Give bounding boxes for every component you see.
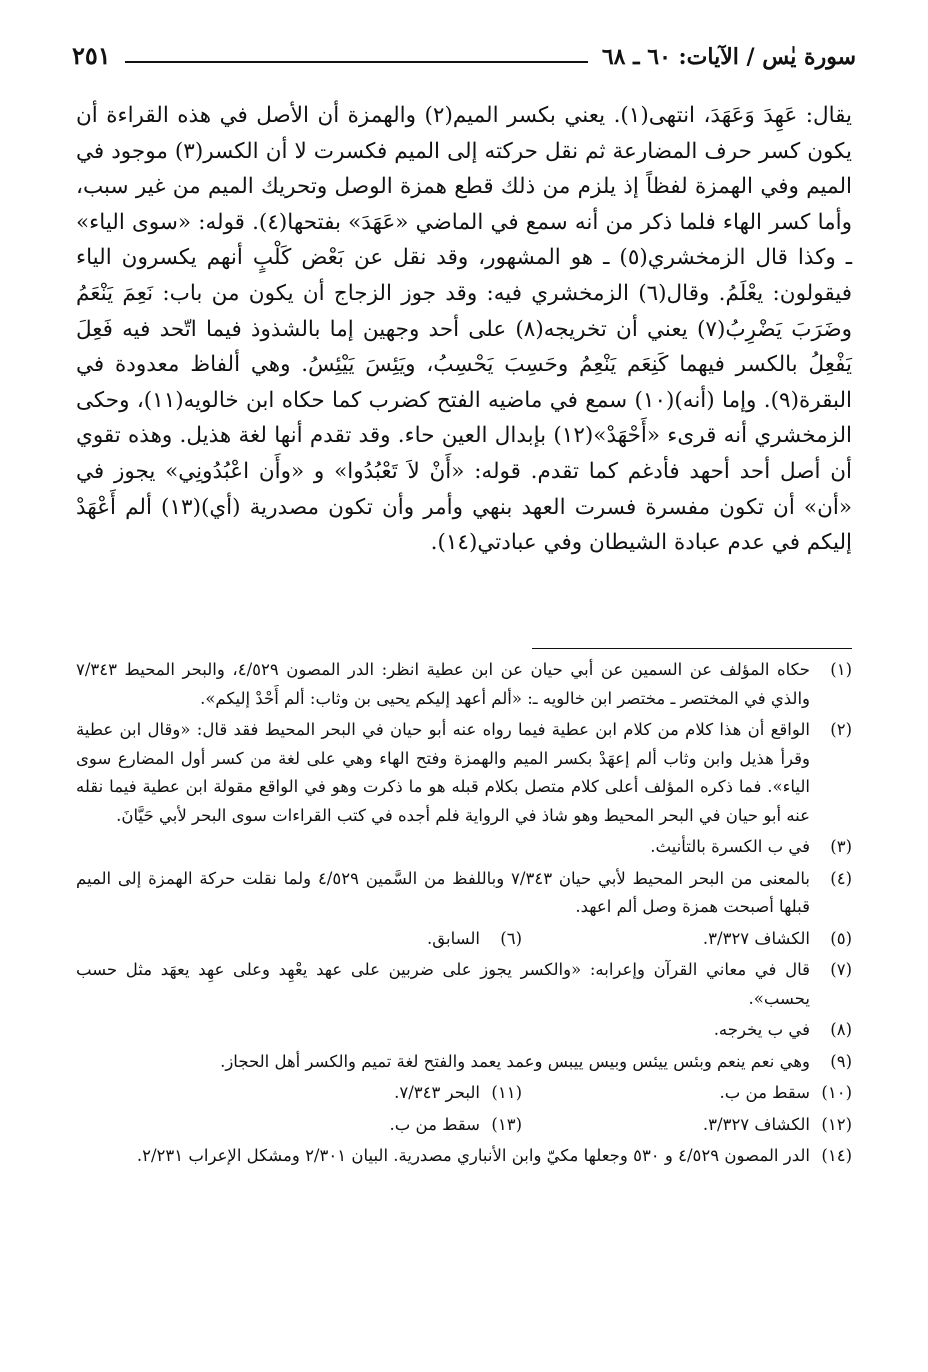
footnote (389, 1111, 522, 1140)
footnote-separator (532, 648, 852, 649)
footnote-text: بالمعنى من البحر المحيط لأبي حيان ٧/٣٤٣ وباللفظ من السَّمين ٤/٥٢٩ ولما نقلت حركة الهمزة إلى الميم قبلها أصبحت همزة وصل ألم اعهد. (76, 868, 810, 916)
footnote-number: (٢) (830, 720, 852, 739)
footnote-number: (١٤) (821, 1146, 852, 1165)
footnote-text: السابق. (427, 928, 480, 948)
footnote (76, 656, 852, 713)
footnote-number: (٧) (830, 960, 852, 979)
footnote-text: الكشاف ٣/٣٢٧. (702, 928, 810, 948)
footnote-text: سقط من ب. (719, 1083, 810, 1102)
footnote-number: (٣) (830, 837, 852, 856)
footnote-number: (٩) (830, 1051, 852, 1071)
footnote (522, 1111, 852, 1140)
footnote-number: (٤) (830, 868, 852, 888)
page-header (72, 30, 856, 70)
header-rule (125, 61, 588, 63)
main-paragraph: يقال: عَهِدَ وَعَهَدَ، انتهى(١). يعني بكسر الميم(٢) والهمزة أن الأصل في هذه القراءة أن يكون كسر حرف المضارعة ثم نقل حركته إلى الميم فكسرت لا أن الكسر(٣) موجود في الميم وفي الهمزة لفظاً إذ يلزم من ذلك قطع همزة الوصل وتحريك الميم من غير سبب، وأما كسر الهاء فلما ذكر من أنه سمع في الماضي «عَهَدَ» بفتحها(٤). قوله: «سوى الياء» ـ وكذا قال الزمخشري(٥) ـ هو المشهور، وقد نقل عن بَعْض كَلْبٍ أنهم يكسرون الياء فيقولون: يعْلَمُ. وقال(٦) الزمخشري فيه: وقد جوز الزجاج أن يكون من باب: نَعِمَ يَنْعَمُ وضَرَبَ يَضْرِبُ(٧) يعني أن تخريجه(٨) على أحد وجهين إما بالشذوذ فيما اتّحد فيه فَعِلَ يَفْعِلُ بالكسر فيهما كَنِعَم يَنْعِمُ وحَسِبَ يَحْسِبُ، ويَئِسَ يَيْئِسُ. وهي ألفاظ معدودة في البقرة(٩). وإما (أنه)(١٠) سمع في ماضيه الفتح كضرب كما حكاه ابن خالويه(١١)، وحكى الزمخشري أنه قرىء «أَحْهَدْ»(١٢) بإبدال العين حاء. وقد تقدم أنها لغة هذيل. وهذه تقوي أن أصل أحد أحهد فأدغم كما تقدم. قوله: «أَنْ لاَ تَعْبُدُوا» و «وأَن اعْبُدُونِي» يجوز في «أن» أن تكون مفسرة فسرت العهد بنهي وأمر وأن تكون مصدرية (أي)(١٣) ألم أَعْهَدْ إليكم في عدم عبادة الشيطان وفي عبادتي(١٤). (76, 103, 853, 556)
footnote (76, 833, 852, 862)
footnote (76, 865, 852, 922)
footnote-number: (٨) (830, 1020, 852, 1039)
footnote-number: (١) (830, 660, 852, 679)
footnote-number: (١٠) (821, 1083, 852, 1102)
surah-title: سورة يٰس / الآيات: ٦٠ ـ ٦٨ (601, 44, 856, 70)
footnote (522, 925, 852, 954)
footnote-text: سقط من ب. (389, 1114, 480, 1134)
footnote-number: (٦) (500, 928, 522, 948)
footnote (76, 1016, 852, 1045)
footnote-text: الواقع أن هذا كلام من كلام ابن عطية فيما رواه عنه أبو حيان في البحر المحيط فقد قال: «وقال ابن عطية وقرأ هذيل وابن وثاب ألم إعهَدْ بكسر الميم والهمزة وفتح الهاء وهي على لغة من كسر أول المضارع سوى الياء». فما ذكره المؤلف أعلى كلام متصل بكلام قبله هو ما ذكرت وهو في الواقع مقولة ابن عطية فيما نقله عنه أبو حيان في البحر المحيط وهو شاذ في الرواية فلم أجده في كتب القراءات سوى البحر لأبي حَيَّانَ. (76, 720, 810, 825)
footnote-number: (١٢) (821, 1114, 852, 1134)
footnote-text: قال في معاني القرآن وإعرابه: «والكسر يجوز على ضربين على عهد يعْهِد وعلى عهِد يعهَد مثل حسب يحسب». (76, 960, 810, 1008)
footnote-row (76, 1079, 852, 1108)
footnote-row (76, 1111, 852, 1140)
main-text (76, 98, 852, 561)
footnote-number: (١٣) (491, 1114, 522, 1134)
footnote-text: في ب الكسرة بالتأنيث. (650, 837, 810, 856)
footnote-number: (٥) (830, 928, 852, 948)
footnote (427, 925, 522, 954)
footnote (76, 1142, 852, 1171)
footnote-text: الكشاف ٣/٣٢٧. (702, 1114, 810, 1134)
footnote-text: حكاه المؤلف عن السمين عن أبي حيان عن ابن عطية انظر: الدر المصون ٤/٥٢٩، والبحر المحيط ٧/٣٤٣ والذي في المختصر ـ مختصر ابن خالويه ـ: «ألم أعهد إليكم يحيى بن وثاب: ألم أَحْدْ إليكم». (76, 660, 810, 708)
footnote-text: في ب يخرجه. (713, 1020, 810, 1039)
footnote (76, 716, 852, 830)
footnote-text: وهي نعم ينعم وبئس ييئس وبيس ييبس وعمد يعمد والفتح لغة تميم والكسر أهل الحجاز. (220, 1051, 810, 1071)
footnote-text: الدر المصون ٤/٥٢٩ و ٥٣٠ وجعلها مكيّ وابن الأنباري مصدرية. البيان ٢/٣٠١ ومشكل الإعراب ٢/٢٣١. (136, 1146, 810, 1165)
footnote (76, 956, 852, 1013)
footnotes (76, 656, 852, 1174)
footnote (522, 1079, 852, 1108)
footnote (76, 1048, 852, 1077)
page-number: ٢٥١ (72, 41, 111, 70)
footnote (394, 1079, 522, 1108)
footnote-row (76, 925, 852, 954)
footnote-text: البحر ٧/٣٤٣. (394, 1083, 480, 1102)
footnote-number: (١١) (491, 1083, 522, 1102)
